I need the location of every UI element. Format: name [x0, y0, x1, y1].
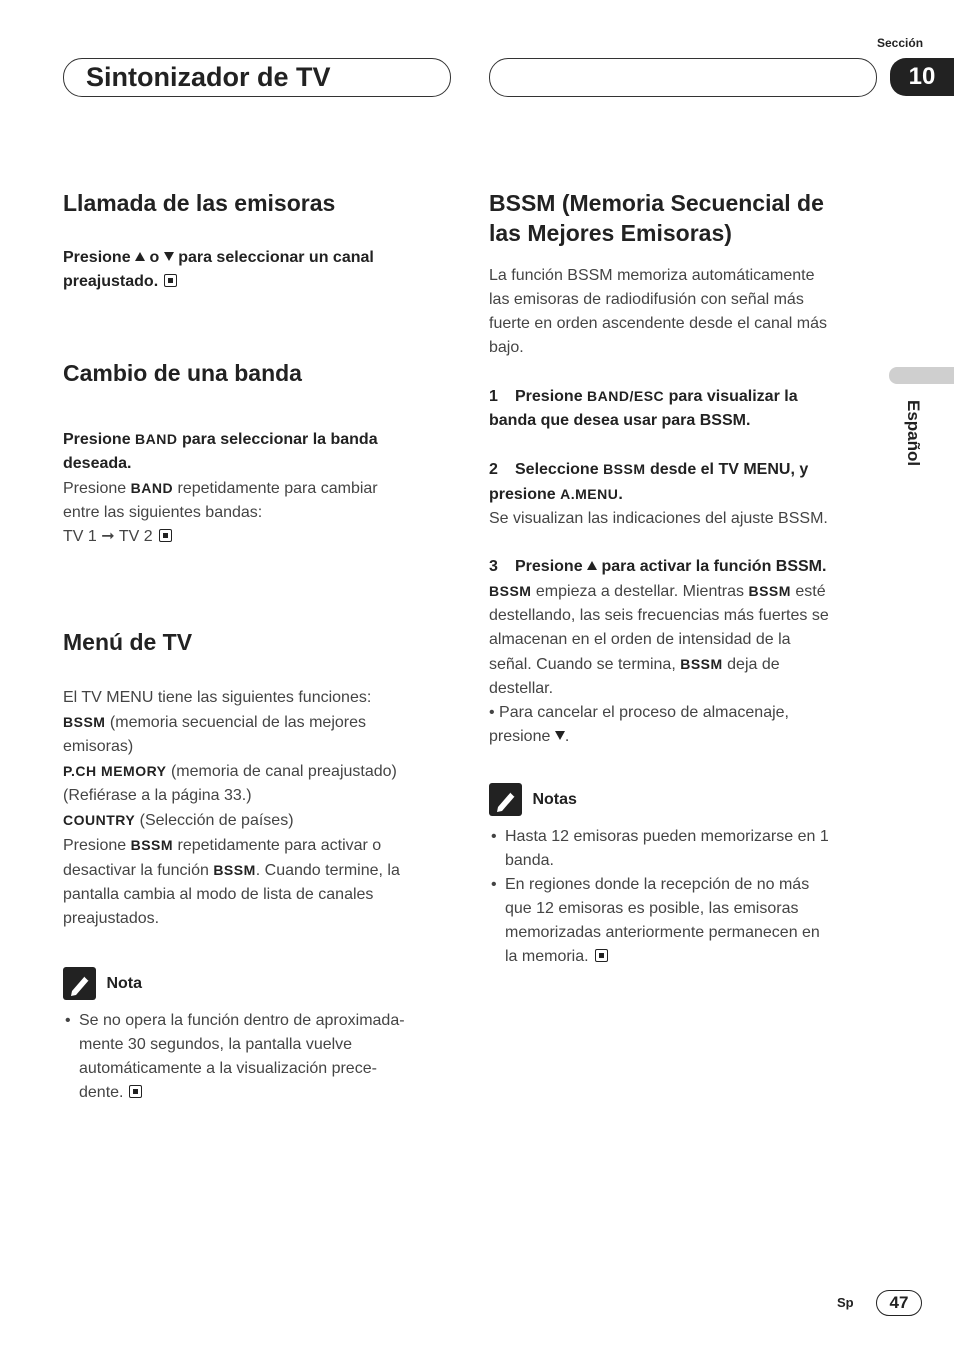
cancel-bullet: • Para cancelar el proceso de almacenaje, presione . — [489, 704, 789, 745]
down-arrow-icon — [164, 252, 174, 261]
note-list — [63, 1009, 451, 1105]
heading-llamada: Llamada de las emisoras — [63, 190, 336, 216]
end-mark-icon — [595, 949, 608, 962]
step-1: 1 Presione BAND/ESC para visualizar la banda que desea usar para BSSM. — [489, 388, 798, 429]
paragraph-bssm-intro: La función BSSM memoriza automáticamente las emisoras de radiodifusión con señal más fuerte en orden ascendente desde el canal más bajo. — [489, 267, 828, 356]
heading-bssm: BSSM (Memoria Secuencial de las Mejores Emisoras) — [489, 190, 824, 246]
heading-menu-tv: Menú de TV — [63, 629, 193, 655]
page-title: Sintonizador de TV — [86, 62, 331, 92]
note-header: Nota — [63, 967, 451, 1000]
list-item: • En regiones donde la recepción de no más que 12 emisoras es posible, las emisoras memorizadas anteriormente permanecen en la memoria. — [489, 873, 877, 969]
notes-block — [489, 783, 877, 969]
pencil-note-icon — [489, 783, 522, 816]
section-label: Sección — [877, 36, 924, 50]
end-mark-icon — [159, 529, 172, 542]
down-arrow-icon — [555, 731, 565, 740]
notes-header: Notas — [489, 783, 877, 816]
side-tab — [889, 367, 954, 384]
footer-language: Sp — [837, 1295, 854, 1310]
page-number: 47 — [876, 1290, 922, 1316]
right-column — [489, 188, 877, 969]
note-block — [63, 967, 451, 1105]
right-arrow-icon: ➞ — [101, 528, 115, 545]
heading-cambio: Cambio de una banda — [63, 360, 302, 386]
left-column — [63, 188, 451, 1105]
header-blank-box — [489, 58, 877, 97]
paragraph-cambio: Presione BAND repetidamente para cambiar entre las siguientes bandas: TV 1 ➞ TV 2 — [63, 480, 378, 545]
instruction-cambio: Presione BAND para seleccionar la banda deseada. — [63, 431, 378, 472]
end-mark-icon — [164, 274, 177, 287]
section-number: 10 — [890, 58, 954, 96]
up-arrow-icon — [135, 252, 145, 261]
header-title-box — [63, 58, 451, 97]
list-item: • Hasta 12 emisoras pueden memorizarse en 1 banda. — [489, 825, 877, 873]
step-2: 2 Seleccione BSSM desde el TV MENU, y presione A.MENU. Se visualizan las indicaciones del ajuste BSSM. — [489, 461, 828, 527]
step-3: 3 Presione para activar la función BSSM. BSSM empieza a destellar. Mientras BSSM esté destellando, las seis frecuencias más fuertes se almacenan en el orden de intensidad de la señal. Cuando se termina, BSSM deja de destellar. • Para cancelar el proceso de almacenaje, presione . — [489, 555, 877, 749]
paragraph-menu-tv: El TV MENU tiene las siguientes funciones: BSSM (memoria secuencial de las mejores emisoras) P.CH MEMORY (memoria de canal preajustado) (Refiérase a la página 33.) COUNTRY (Selección de países) Presione BSSM repetidamente para activar o desactivar la función BSSM. Cuando termine, la pantalla cambia al modo de lista de canales preajustados. — [63, 689, 400, 927]
side-language-label: Español — [904, 400, 923, 467]
notes-list — [489, 825, 877, 969]
end-mark-icon — [129, 1085, 142, 1098]
up-arrow-icon — [587, 561, 597, 570]
pencil-note-icon — [63, 967, 96, 1000]
list-item: • Se no opera la función dentro de aproximada- mente 30 segundos, la pantalla vuelve automáticamente a la visualización prece- dente. — [63, 1009, 451, 1105]
instruction-llamada: Presione o para seleccionar un canal preajustado. — [63, 249, 374, 290]
